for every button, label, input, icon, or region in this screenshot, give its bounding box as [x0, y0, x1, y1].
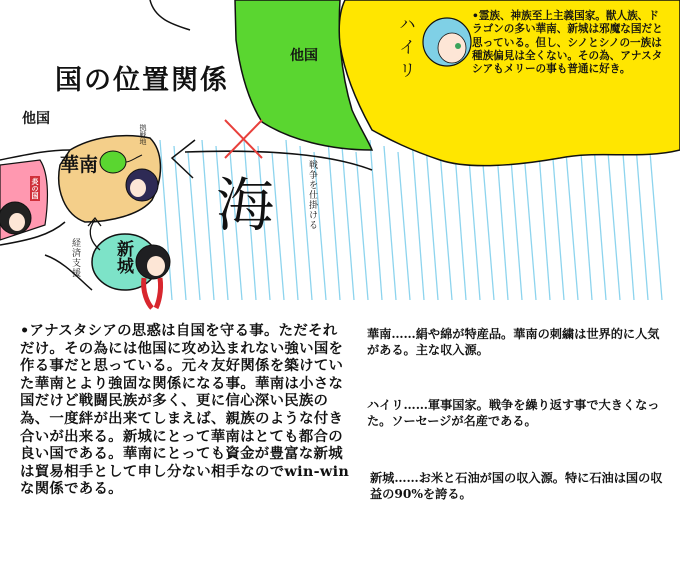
sea-line: [202, 140, 214, 300]
coastline-top: [150, 0, 190, 30]
sea-line: [468, 146, 480, 300]
sea-line: [440, 152, 452, 300]
character-kanan-avatar: [126, 169, 158, 201]
character-left-avatar: [0, 202, 31, 234]
haili-label: ハイリ: [395, 15, 415, 84]
sea-line: [342, 146, 354, 300]
note-kanan: 華南……絹や綿が特産品。華南の刺繍は世界的に人気がある。主な収入源。: [367, 327, 660, 357]
map-title: 国の位置関係: [55, 65, 229, 96]
sea-line: [370, 140, 382, 300]
note-haili: ハイリ……軍事国家。戦争を繰り返す事で大きくなった。ソーセージが名産である。: [367, 398, 660, 428]
sea-line: [384, 146, 396, 300]
character-haili-avatar: [423, 18, 471, 66]
haili-note: •霊族、神族至上主義国家。獣人族、ドラゴンの多い華南、新城は邪魔な国だと思っている。但し、シノとシノの一族は種族偏見は全くない。その為、アナスタシアもメリーの事も普通に好き。: [472, 10, 663, 76]
shinjo-label: 新城: [113, 240, 133, 274]
sea-line: [398, 152, 410, 300]
kanan-label: 華南: [60, 154, 99, 176]
other-country-left-label: 他国: [22, 111, 50, 127]
text-area: [0, 310, 680, 567]
war-cross: [225, 120, 262, 158]
sea-line: [566, 152, 578, 300]
sea-line: [580, 140, 592, 300]
sea-line: [552, 146, 564, 300]
war-arrow-label: 戦争を仕掛ける: [307, 160, 317, 230]
sea-line: [426, 146, 438, 300]
main-paragraph: •アナスタシアの思惑は自国を守る事。ただそれだけ。その為には他国に攻め込まれない強い国を作る事だと思っている。元々友好関係を築けていた華南とより強固な関係になる事。華南は小さな国だけど戦闘民族が多く、更に信心深い民族の為、一度絆が出来てしまえば、親族のような付き合いが出来る。新城にとって華南はとても都合の良い国である。華南にとっても資金が豊富な新城は貿易相手として申し分ない相手なのでwin-winな関係である。: [20, 322, 350, 498]
sea-line: [524, 152, 536, 300]
sea-line: [286, 140, 298, 300]
sea-line: [356, 152, 368, 300]
sea-line: [650, 152, 662, 300]
sea-line: [622, 140, 634, 300]
other-country-green-label: 他国: [290, 48, 318, 64]
sea-line: [510, 146, 522, 300]
sea-line: [608, 152, 620, 300]
note-shinjo: 新城……お米と石油が国の収入源。特に石油は国の収益の90%を誇る。: [370, 471, 663, 501]
sea-line: [328, 140, 340, 300]
sea-line: [412, 140, 424, 300]
sea-line: [538, 140, 550, 300]
sea-line: [636, 146, 648, 300]
aid-arrow-label: 経済支援: [70, 238, 80, 278]
sea-line: [594, 146, 606, 300]
left-banner-tag: 炎の国: [31, 178, 40, 199]
sea-label: 海: [216, 171, 275, 239]
kanan-inner-region: [100, 151, 126, 173]
sea-line: [482, 152, 494, 300]
base-label: 拠戦地: [139, 124, 147, 145]
